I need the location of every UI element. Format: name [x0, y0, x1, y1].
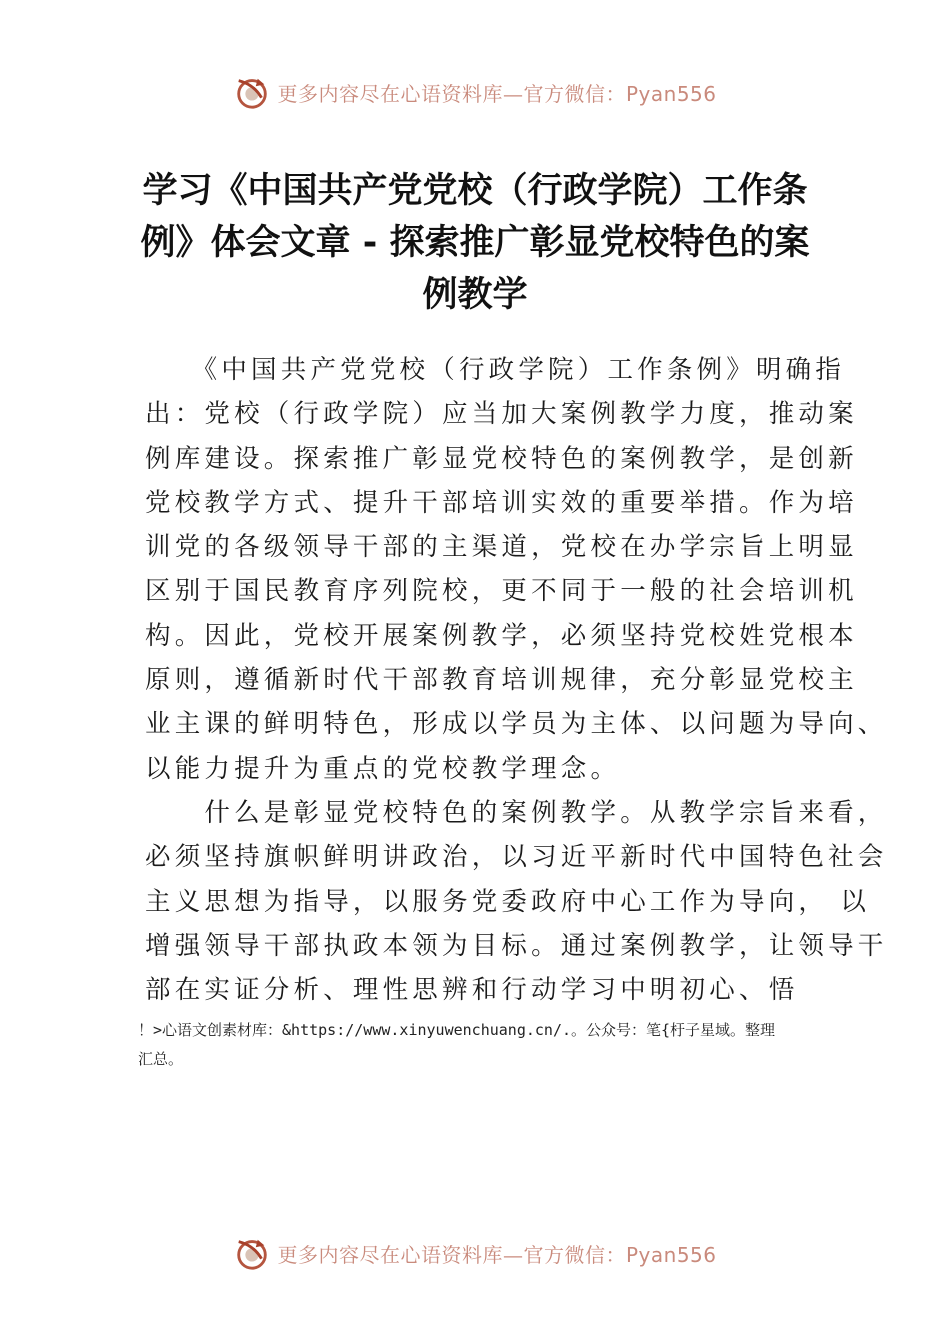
body-line: 以能力提升为重点的党校教学理念。 [145, 753, 621, 784]
body-line: 业主课的鲜明特色，形成以学员为主体、以问题为导向、 [145, 709, 888, 740]
body-line: 主义思想为指导，以服务党委政府中心工作为导向， 以 [145, 886, 871, 917]
body-line: 党校教学方式、提升干部培训实效的重要举措。作为培 [145, 487, 858, 518]
wechat-id: Pyan556 [625, 1242, 717, 1267]
footnote-line: 汇总。 [138, 1050, 184, 1068]
document-body [145, 348, 888, 1012]
body-line: 构。因此，党校开展案例教学，必须坚持党校姓党根本 [145, 620, 858, 651]
title-line: 例教学 [422, 275, 528, 315]
body-line: 《中国共产党党校（行政学院）工作条例》明确指 [145, 355, 846, 385]
body-line: 区别于国民教育序列院校，更不同于一般的社会培训机 [145, 576, 858, 607]
body-line: 必须坚持旗帜鲜明讲政治，以习近平新时代中国特色社会 [145, 842, 888, 873]
body-line: 训党的各级领导干部的主渠道，党校在办学宗旨上明显 [145, 532, 858, 563]
document-title [110, 165, 840, 321]
logo-icon [233, 73, 271, 111]
body-line: 增强领导干部执政本领为目标。通过案例教学，让领导干 [145, 930, 888, 961]
body-line: 例库建设。探索推广彰显党校特色的案例教学，是创新 [145, 443, 858, 474]
logo-icon [233, 1234, 271, 1272]
body-line: 出：党校（行政学院）应当加大案例教学力度，推动案 [145, 399, 858, 430]
body-line: 部在实证分析、理性思辨和行动学习中明初心、悟 [145, 975, 799, 1006]
source-footnote [138, 1016, 828, 1074]
banner-text: 更多内容尽在心语资料库—官方微信：Pyan556 [277, 1242, 717, 1267]
title-line: 例》体会文章 - 探索推广彰显党校特色的案 [140, 223, 810, 263]
body-line: 什么是彰显党校特色的案例教学。从教学宗旨来看， [145, 797, 888, 828]
header-banner [0, 72, 950, 112]
footer-banner [0, 1233, 950, 1273]
banner-text: 更多内容尽在心语资料库—官方微信：Pyan556 [277, 81, 717, 106]
title-line: 学习《中国共产党党校（行政学院）工作条 [142, 171, 808, 211]
footnote-line: ！>心语文创素材库：&https://www.xinyuwenchuang.cn/.。公众号：笔{杅子星域。整理 [138, 1021, 776, 1039]
body-line: 原则，遵循新时代干部教育培训规律，充分彰显党校主 [145, 665, 858, 696]
wechat-id: Pyan556 [625, 81, 717, 106]
